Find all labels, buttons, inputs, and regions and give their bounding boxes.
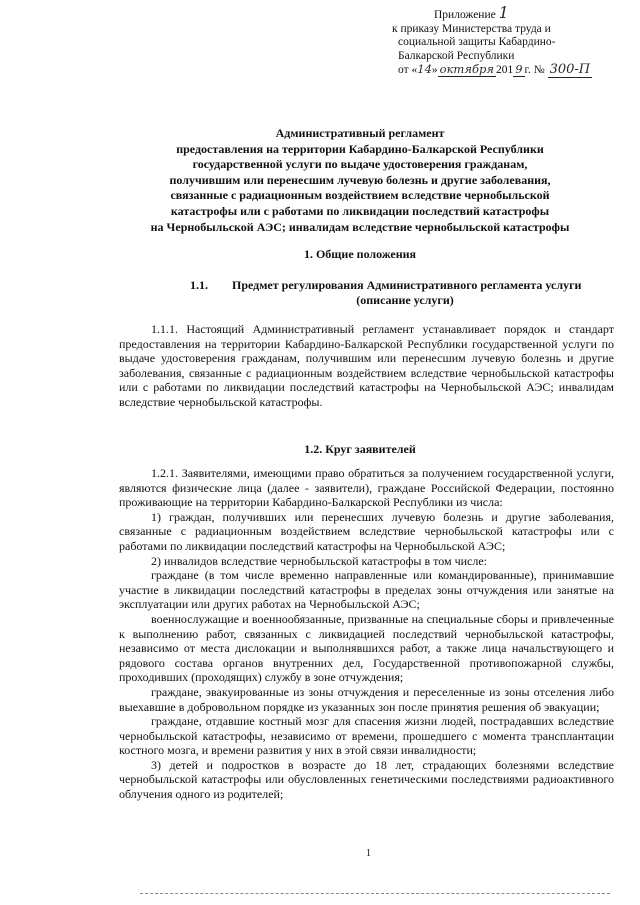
paragraph-text: граждане, отдавшие костный мозг для спасения жизни людей, пострадавших вследствие чернобыльской катастрофы, независимо от времени, прошедшего с момента трансплантации костного мозга, и времени развития у них в этой связи инвалидности;	[119, 714, 614, 758]
appendix-line-2: социальной защиты Кабардино-	[398, 36, 556, 48]
page-number: 1	[366, 848, 371, 859]
appendix-line-1: к приказу Министерства труда и	[392, 22, 551, 35]
section-1-1-subtitle: (описание услуги)	[356, 293, 454, 307]
paragraph-1-1-1	[119, 322, 614, 410]
date-day-handwritten: 14	[417, 62, 432, 76]
paragraph-text: 3) детей и подростков в возрасте до 18 лет, страдающих болезнями вследствие чернобыльской катастрофы или обусловленных генетическими последствиями радиоактивного облучения одного из родителей;	[119, 757, 614, 802]
paragraph-text: военнослужащие и военнообязанные, призванные на специальные сборы и привлеченные к выполнению работ, связанных с ликвидацией последствий чернобыльской катастрофы, независимо от места дислокации и выполнявшихся работ, а также лица начальствующего и рядового состава органов внутренних дел, Государственной противопожарной службы, проходивших (проходящих) службу в зоне отчуждения;	[119, 611, 614, 685]
title-line: катастрофы или с работами по ликвидации последствий катастрофы	[170, 203, 550, 218]
title-line: предоставления на территории Кабардино-Балкарской Республики	[176, 141, 544, 156]
paragraph-text: 1.2.1. Заявителями, имеющими право обратиться за получением государственной услуги, являются физические лица (далее - заявители), граждане Российской Федерации, постоянно проживающие на территории Кабардино-Балкарской Республики из числа:	[119, 466, 614, 510]
paragraph-text: граждане (в том числе временно направленные или командированные), принимавшие участие в ликвидации последствий катастрофы в пределах зоны отчуждения или занятые на эксплуатации или других работах на Чернобыльской АЭС;	[119, 568, 614, 612]
section-1-heading: 1. Общие положения	[303, 247, 417, 261]
section-1-2-heading: 1.2. Круг заявителей	[304, 442, 416, 456]
title-line: на Чернобыльской АЭС; инвалидам вследствие чернобыльской катастрофы	[150, 219, 570, 234]
appendix-number-handwritten: 1	[498, 3, 509, 22]
date-mid: »	[431, 64, 438, 76]
section-1-1-number: 1.1.	[190, 278, 208, 292]
paragraph-text: 1.1.1. Настоящий Административный регламент устанавливает порядок и стандарт предоставления на территории Кабардино-Балкарской Республики государственной услуги по выдаче удостоверения гражданам, получившим или перенесшим лучевую болезнь и другие заболевания, связанные с радиационным воздействием вследствие чернобыльской катастрофы или с работами по ликвидации последствий катастрофы на Чернобыльской АЭС; инвалидам вследствие чернобыльской катастрофы.	[119, 322, 614, 409]
date-year-digit-handwritten: 9	[515, 62, 523, 76]
footer-divider	[140, 893, 610, 895]
paragraph-text: 2) инвалидов вследствие чернобыльской катастрофы в том числе:	[151, 553, 487, 568]
section-1-1-heading	[190, 278, 620, 308]
appendix-line-3: Балкарской Республики	[398, 49, 515, 62]
paragraph-text: граждане, эвакуированные из зоны отчуждения и переселенные из зоны отселения либо выехавшие в добровольном порядке из указанных зон после принятия решения об эвакуации;	[119, 684, 614, 714]
paragraph-1-2-1-block	[119, 466, 614, 802]
date-prefix: от «	[398, 64, 418, 76]
title-line: связанные с радиационным воздействием вследствие чернобыльской	[170, 188, 550, 203]
title-line: Административный регламент	[275, 126, 445, 140]
order-number-handwritten: 300-П	[549, 62, 591, 77]
title-line: получившим или перенесшим лучевую болезнь и другие заболевания,	[169, 172, 551, 187]
date-month-handwritten: октября	[439, 62, 494, 76]
paragraph-text: 1) граждан, получивших или перенесших лучевую болезнь и другие заболевания, связанные с радиационным воздействием вследствие чернобыльской катастрофы или с работами по ликвидации последствий катастрофы на Чернобыльской АЭС;	[119, 509, 614, 553]
appendix-label-line	[392, 3, 632, 23]
document-title	[100, 126, 620, 235]
appendix-label: Приложение	[434, 9, 496, 21]
date-number-label: г. №	[524, 64, 545, 76]
appendix-date-line	[392, 63, 632, 78]
appendix-block	[392, 3, 632, 78]
date-year-prefix: 201	[495, 64, 514, 76]
title-line: государственной услуги по выдаче удостоверения гражданам,	[192, 157, 528, 172]
section-1-1-title: Предмет регулирования Административного регламента услуги	[232, 278, 582, 292]
